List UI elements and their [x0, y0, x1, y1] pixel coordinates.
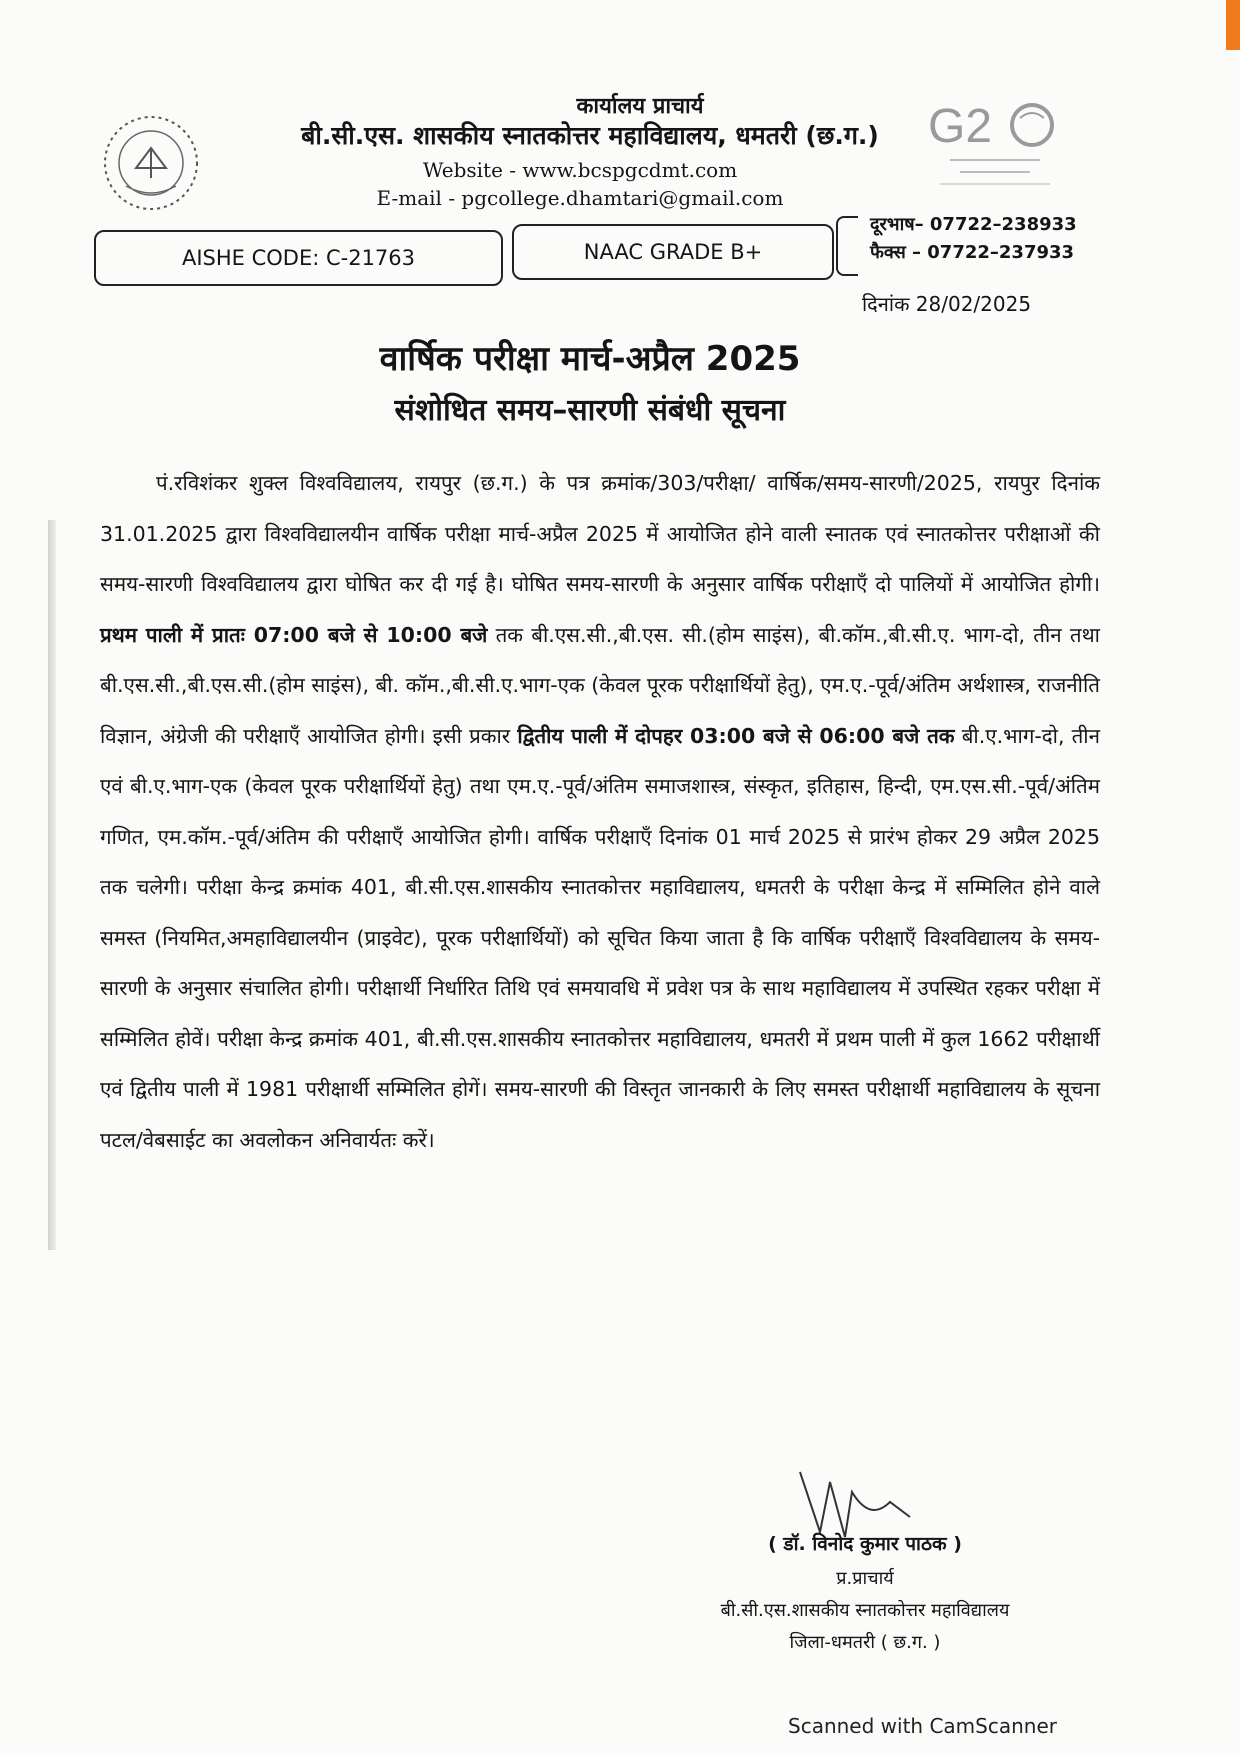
aishe-code-box: AISHE CODE: C-21763: [94, 230, 503, 286]
notice-title: वार्षिक परीक्षा मार्च-अप्रैल 2025: [379, 339, 801, 379]
scanner-watermark: Scanned with CamScanner: [788, 1714, 1057, 1738]
phone-number: दूरभाष– 07722–238933: [870, 214, 1077, 235]
website-line: Website - www.bcspgcdmt.com: [422, 158, 738, 182]
notice-subtitle: संशोधित समय–सारणी संबंधी सूचना: [394, 393, 786, 428]
contact-bracket: [836, 216, 858, 276]
office-label: कार्यालय प्राचार्य: [576, 94, 704, 119]
body-text-part-2: तक बी.एस.सी.,बी.एस. सी.(होम साइंस), बी.कॉम.,बी.सी.ए. भाग-दो, तीन तथा बी.एस.सी.,बी.एस.सी.(होम साइंस), बी. कॉम.,बी.सी.ए.भाग-एक (केवल पूरक परीक्षार्थियों हेतु), एम.ए.-पूर्व/अंतिम अर्थशास्त्र, राजनीति विज्ञान, अंग्रेजी की परीक्षाएँ आयोजित होगी। इसी प्रकार: [100, 622, 1100, 748]
naac-grade-box: NAAC GRADE B+: [512, 224, 834, 280]
page-shadow: [48, 520, 56, 1250]
page-edge-mark: [1226, 0, 1240, 50]
fax-number: फैक्स – 07722–237933: [870, 242, 1075, 263]
college-name: बी.सी.एस. शासकीय स्नातकोत्तर महाविद्यालय, धमतरी (छ.ग.): [301, 121, 879, 150]
signatory-college: बी.सी.एस.शासकीय स्नातकोत्तर महाविद्यालय: [720, 1600, 1010, 1621]
second-shift-timing: द्वितीय पाली में दोपहर 03:00 बजे से 06:00 बजे तक: [517, 723, 955, 748]
body-text-part-1: पं.रविशंकर शुक्ल विश्वविद्यालय, रायपुर (छ.ग.) के पत्र क्रमांक/303/परीक्षा/ वार्षिक/समय-सारणी/2025, रायपुर दिनांक 31.01.2025 द्वारा विश्वविद्यालयीन वार्षिक परीक्षा मार्च-अप्रैल 2025 में आयोजित होने वाली स्नातक एवं स्नातकोत्तर परीक्षाओं की समय-सारणी विश्वविद्यालय द्वारा घोषित कर दी गई है। घोषित समय-सारणी के अनुसार वार्षिक परीक्षाएँ दो पालियों में आयोजित होगी।: [100, 471, 1100, 596]
body-text-part-3: बी.ए.भाग-दो, तीन एवं बी.ए.भाग-एक (केवल पूरक परीक्षार्थियों हेतु) तथा एम.ए.-पूर्व/अंतिम समाजशास्त्र, संस्कृत, इतिहास, हिन्दी, एम.एस.सी.-पूर्व/अंतिम गणित, एम.कॉम.-पूर्व/अंतिम की परीक्षाएँ आयोजित होगी। वार्षिक परीक्षाएँ दिनांक 01 मार्च 2025 से प्रारंभ होकर 29 अप्रैल 2025 तक चलेगी। परीक्षा केन्द्र क्रमांक 401, बी.सी.एस.शासकीय स्नातकोत्तर महाविद्यालय, धमतरी के परीक्षा केन्द्र में सम्मिलित होने वाले समस्त (नियमित,अमहाविद्यालयीन (प्राइवेट), पूरक परीक्षार्थियों) को सूचित किया जाता है कि वार्षिक परीक्षाएँ विश्वविद्यालय के समय-सारणी के अनुसार संचालित होगी। परीक्षार्थी निर्धारित तिथि एवं समयावधि में प्रवेश पत्र के साथ महाविद्यालय में उपस्थित रहकर परीक्षा में सम्मिलित होवें। परीक्षा केन्द्र क्रमांक 401, बी.सी.एस.शासकीय स्नातकोत्तर महाविद्यालय, धमतरी में प्रथम पाली में कुल 1662 परीक्षार्थी एवं द्वितीय पाली में 1981 परीक्षार्थी सम्मिलित होगें। समय-सारणी की विस्तृत जानकारी के लिए समस्त परीक्षार्थी महाविद्यालय के सूचना पटल/वेबसाईट का अवलोकन अनिवार्यतः करें।: [100, 723, 1100, 1152]
first-shift-timing: प्रथम पाली में प्रातः 07:00 बजे से 10:00 बजे: [100, 622, 488, 647]
signatory-name: ( डॉ. विनोद कुमार पाठक ): [768, 1533, 962, 1555]
letter-date: दिनांक 28/02/2025: [862, 292, 1032, 316]
email-line: E-mail - pgcollege.dhamtari@gmail.com: [376, 186, 784, 210]
signatory-district: जिला-धमतरी ( छ.ग. ): [789, 1632, 941, 1653]
notice-body: [100, 458, 1100, 1165]
svg-text:G2: G2: [928, 100, 993, 153]
signatory-designation: प्र.प्राचार्य: [836, 1568, 894, 1589]
